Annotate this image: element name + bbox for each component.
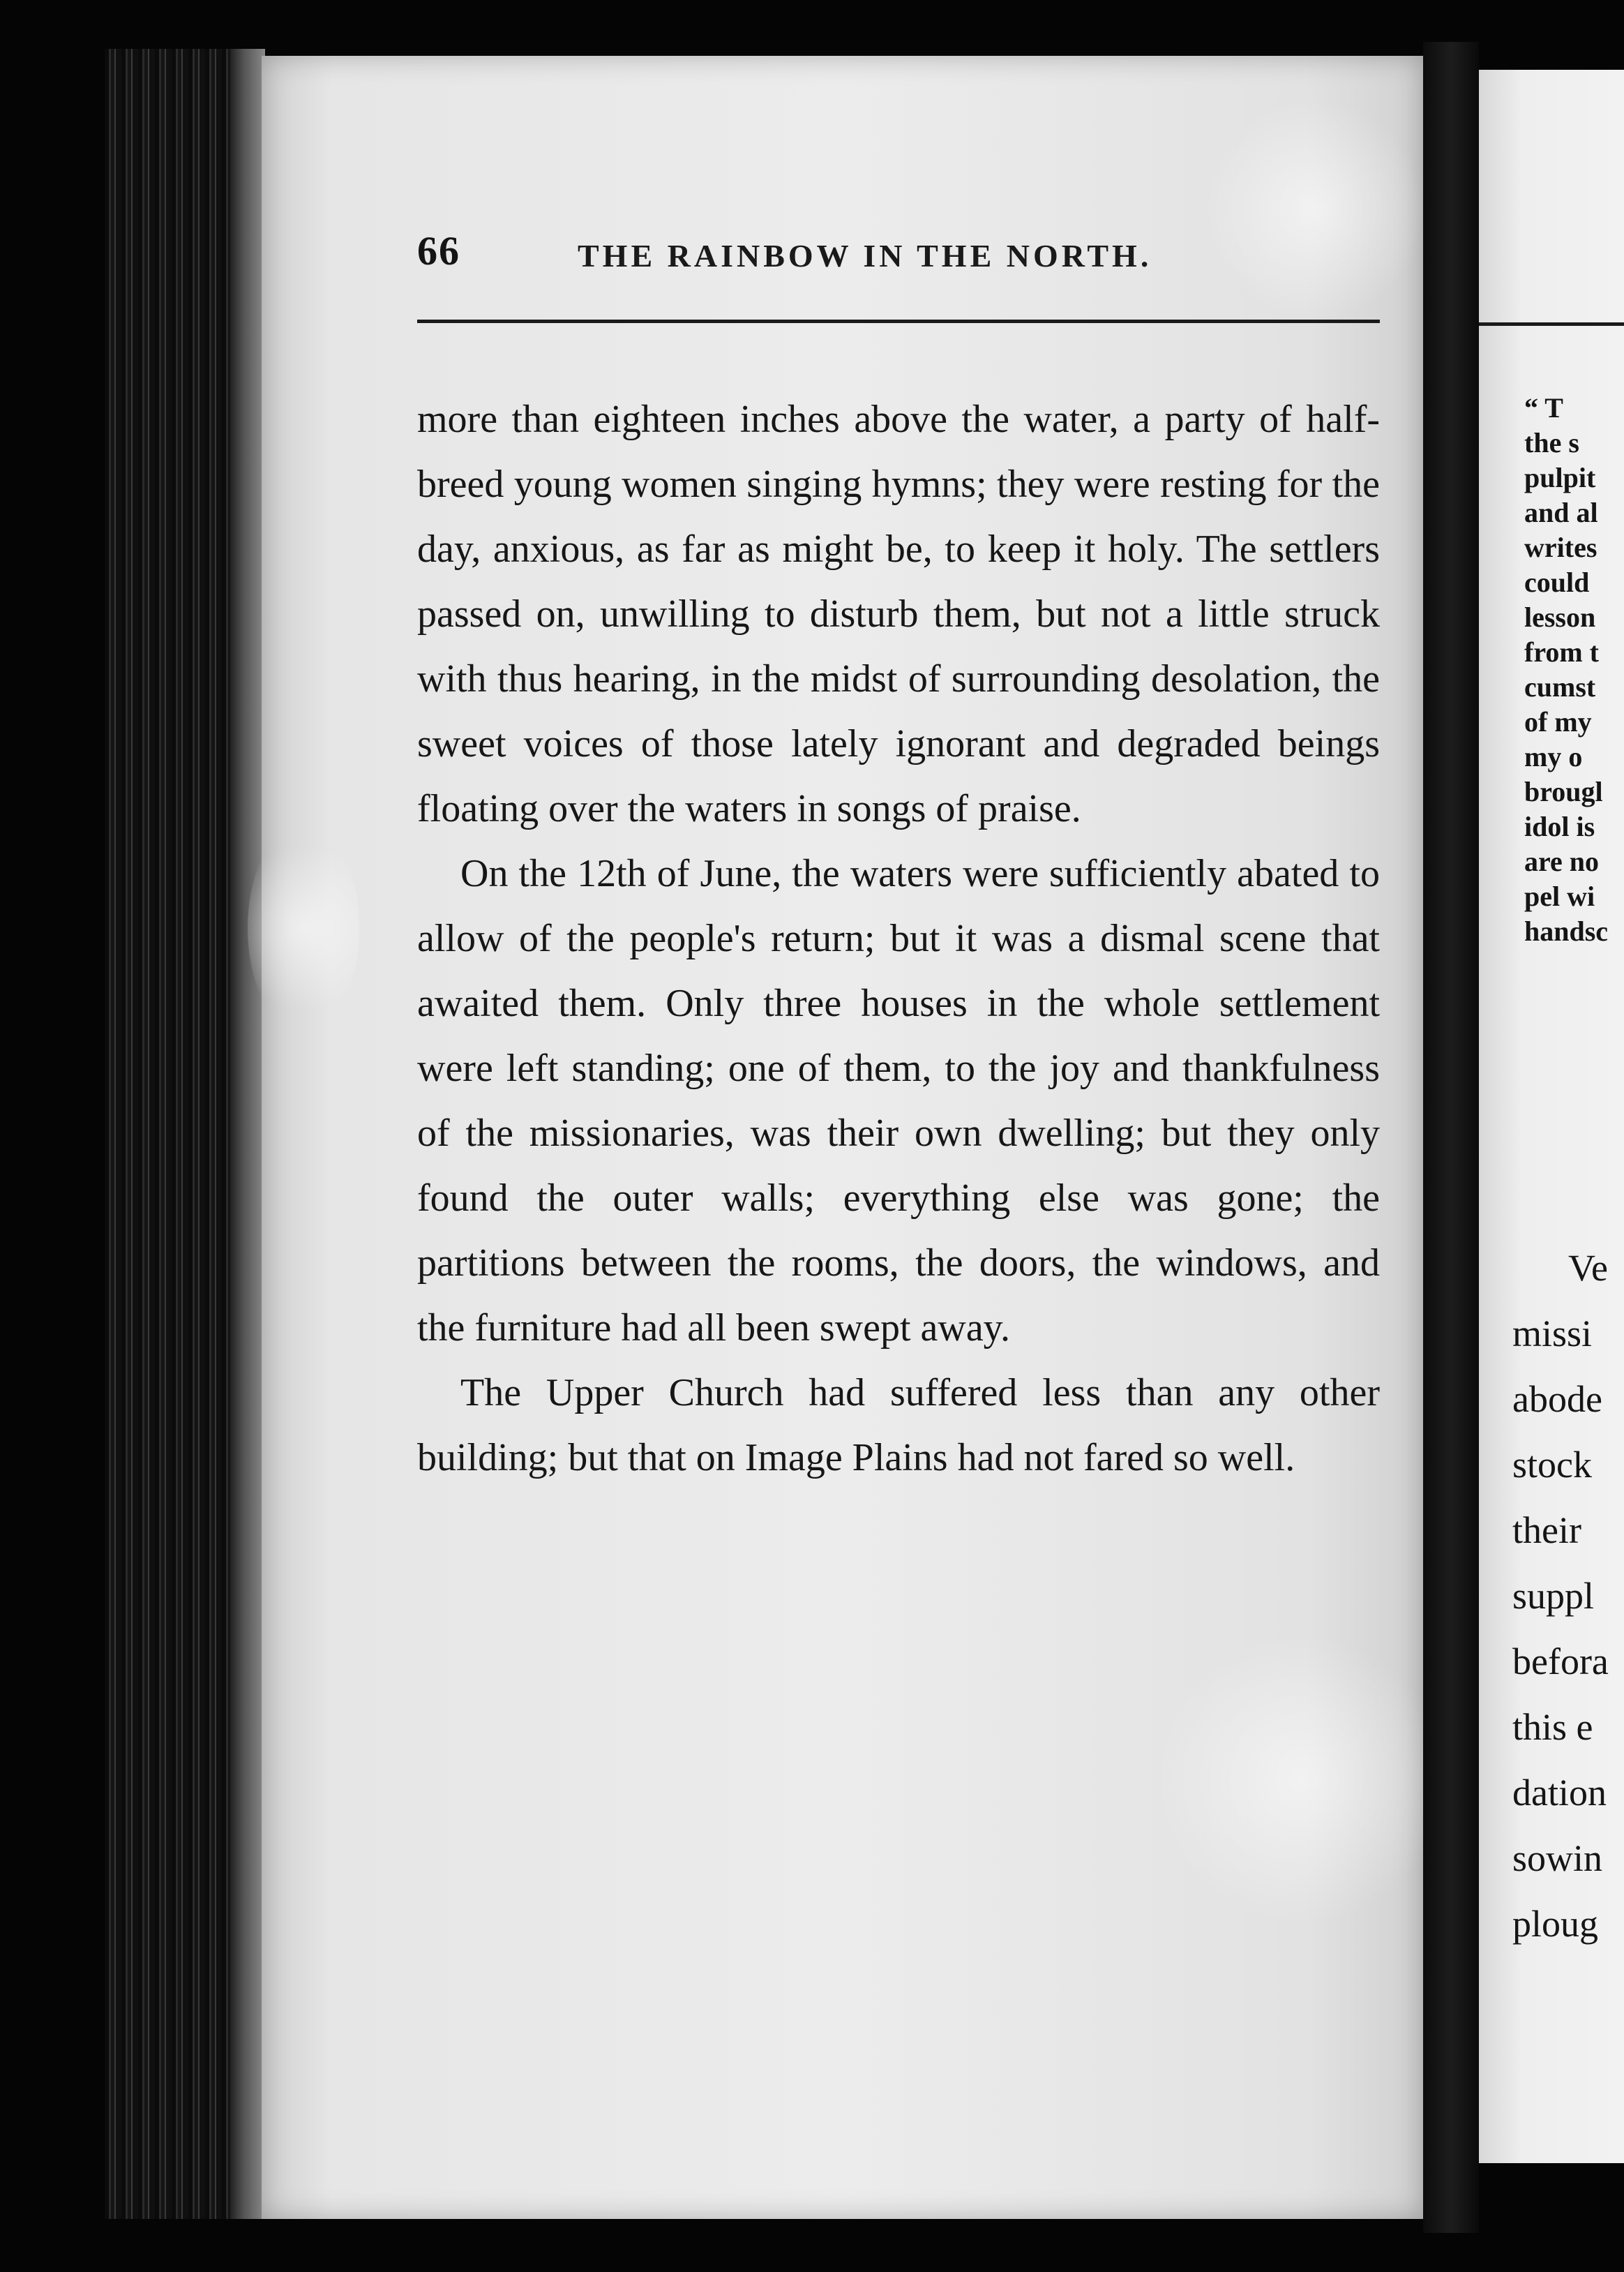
facing-line: brougl bbox=[1524, 776, 1603, 807]
paragraph: On the 12th of June, the waters were sufficiently abated to allow of the people's return; but it was a dismal scene that awaited them. Only three houses in the whole settlement were left standing; one of them, to the joy and thankfulness of the missionaries, was their own dwelling; but they only found the outer walls; everything else was gone; the partitions between the rooms, the doors, the windows, and the furniture had all been swept away. bbox=[417, 852, 1380, 1350]
facing-line: stock bbox=[1512, 1444, 1592, 1486]
facing-line: handsc bbox=[1524, 915, 1609, 947]
book-gutter bbox=[1423, 42, 1479, 2233]
page-header bbox=[417, 223, 1378, 286]
facing-line: suppl bbox=[1512, 1575, 1595, 1617]
facing-line: Ve bbox=[1568, 1247, 1608, 1289]
facing-line: are no bbox=[1524, 846, 1600, 877]
facing-line: lesson bbox=[1524, 601, 1596, 633]
facing-page-upper-text bbox=[1524, 391, 1624, 949]
facing-line: cumst bbox=[1524, 671, 1596, 703]
facing-line: pulpit bbox=[1524, 462, 1596, 493]
facing-line: ploug bbox=[1512, 1903, 1599, 1945]
page-body bbox=[417, 387, 1380, 1490]
running-title: THE RAINBOW IN THE NORTH. bbox=[578, 238, 1152, 274]
facing-line: my o bbox=[1524, 741, 1583, 772]
facing-page-rule bbox=[1479, 322, 1624, 326]
facing-line: this e bbox=[1512, 1706, 1593, 1748]
facing-line: pel wi bbox=[1524, 881, 1595, 912]
facing-line: of my bbox=[1524, 706, 1592, 738]
facing-line: the s bbox=[1524, 427, 1579, 458]
facing-line: missi bbox=[1512, 1313, 1593, 1354]
page-edge-shadow bbox=[230, 49, 265, 2219]
paragraph: The Upper Church had suffered less than any other building; but that on Image Plains had not fared so well. bbox=[417, 1371, 1380, 1479]
facing-line: sowin bbox=[1512, 1837, 1603, 1879]
facing-line: and al bbox=[1524, 497, 1598, 528]
header-rule bbox=[417, 320, 1380, 323]
facing-line: “ T bbox=[1524, 392, 1563, 424]
facing-line: idol is bbox=[1524, 811, 1595, 842]
page-number: 66 bbox=[417, 228, 460, 274]
facing-line: dation bbox=[1512, 1772, 1607, 1814]
facing-line: from t bbox=[1524, 636, 1599, 668]
facing-line: their bbox=[1512, 1509, 1581, 1551]
facing-page-lower-text bbox=[1512, 1235, 1624, 1957]
facing-line: befora bbox=[1512, 1641, 1609, 1682]
facing-line: writes bbox=[1524, 532, 1597, 563]
facing-line: could bbox=[1524, 567, 1590, 598]
facing-line: abode bbox=[1512, 1378, 1602, 1420]
paragraph: more than eighteen inches above the water, a party of half-breed young women singing hymns; they were resting for the day, anxious, as far as might be, to keep it holy. The settlers passed on, unwilling to disturb them, but not a little struck with thus hearing, in the midst of surrounding desolation, the sweet voices of those lately ignorant and degraded beings floating over the waters in songs of praise. bbox=[417, 398, 1380, 830]
